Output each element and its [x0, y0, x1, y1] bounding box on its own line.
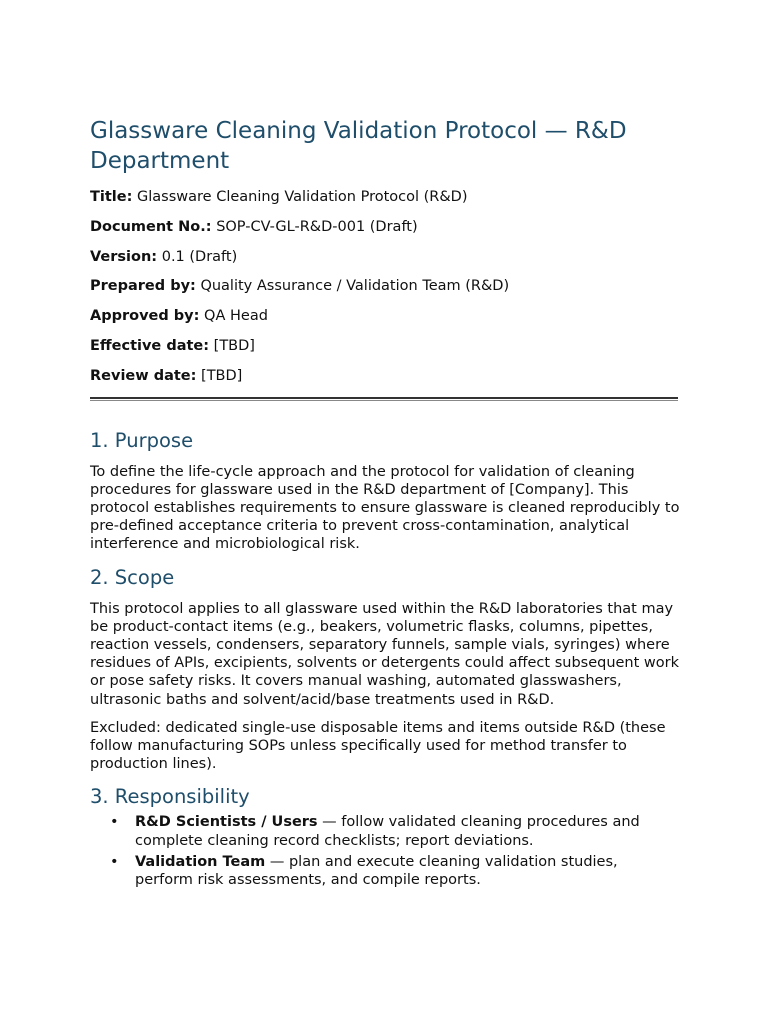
meta-prepared-by: [90, 277, 680, 295]
document-page: [90, 116, 680, 892]
meta-value: SOP-CV-GL-R&D-001 (Draft): [216, 218, 418, 235]
meta-value: Quality Assurance / Validation Team (R&D): [200, 278, 510, 295]
meta-value: Glassware Cleaning Validation Protocol (R&D): [137, 189, 468, 205]
bullet-icon: •: [110, 814, 119, 831]
purpose-paragraph: To define the life-cycle approach and the protocol for validation of cleaning procedures for glassware used in the R&D department of [Company]. This protocol establishes requirements to ensure glassware is cleaned reproducibly to pre-defined acceptance criteria to prevent cross-contamination, analytical interference and microbiological risk.: [90, 463, 680, 553]
meta-label: Document No.:: [90, 218, 212, 235]
role-name: Validation Team: [135, 853, 266, 870]
role-description: — follow validated cleaning procedures and complete cleaning record checklists; report deviations.: [135, 814, 640, 849]
section-heading-responsibility: 3. Responsibility: [90, 785, 250, 809]
list-item: [90, 853, 680, 889]
meta-approved-by: [90, 307, 680, 325]
meta-label: Title:: [90, 189, 133, 205]
scope-paragraph: This protocol applies to all glassware used within the R&D laboratories that may be product-contact items (e.g., beakers, volumetric flasks, columns, pipettes, reaction vessels, condensers, separatory funnels, sample vials, syringes) where residues of APIs, excipients, solvents or detergents could affect subsequent work or pose safety risks. It covers manual washing, automated glasswashers, ultrasonic baths and solvent/acid/base treatments used in R&D.: [90, 600, 680, 708]
list-item: [90, 813, 680, 849]
meta-label: Review date:: [90, 367, 197, 384]
document-heading: Glassware Cleaning Validation Protocol — R&D Department: [90, 118, 627, 174]
meta-value: [TBD]: [201, 367, 243, 384]
meta-value: QA Head: [204, 308, 268, 325]
horizontal-divider: [90, 397, 678, 401]
meta-version: [90, 248, 680, 266]
document-meta: [90, 188, 680, 385]
bullet-icon: •: [110, 853, 119, 870]
section-heading-scope: 2. Scope: [90, 565, 175, 589]
role-description: — plan and execute cleaning validation studies, perform risk assessments, and compile reports.: [135, 853, 618, 889]
meta-value: 0.1 (Draft): [161, 248, 238, 265]
meta-label: Prepared by:: [90, 278, 196, 295]
meta-label: Version:: [90, 248, 158, 265]
meta-document-no: [90, 218, 680, 236]
responsibility-list: [90, 813, 680, 889]
meta-value: [TBD]: [213, 337, 255, 354]
meta-label: Effective date:: [90, 337, 210, 354]
meta-review-date: [90, 367, 680, 385]
role-name: R&D Scientists / Users: [135, 814, 318, 831]
section-heading-purpose: 1. Purpose: [90, 428, 194, 452]
meta-effective-date: [90, 337, 680, 355]
scope-exclusions-paragraph: Excluded: dedicated single-use disposable items and items outside R&D (these follow manufacturing SOPs unless specifically used for method transfer to production lines).: [90, 719, 666, 773]
meta-title: [90, 188, 680, 206]
meta-label: Approved by:: [90, 308, 200, 325]
